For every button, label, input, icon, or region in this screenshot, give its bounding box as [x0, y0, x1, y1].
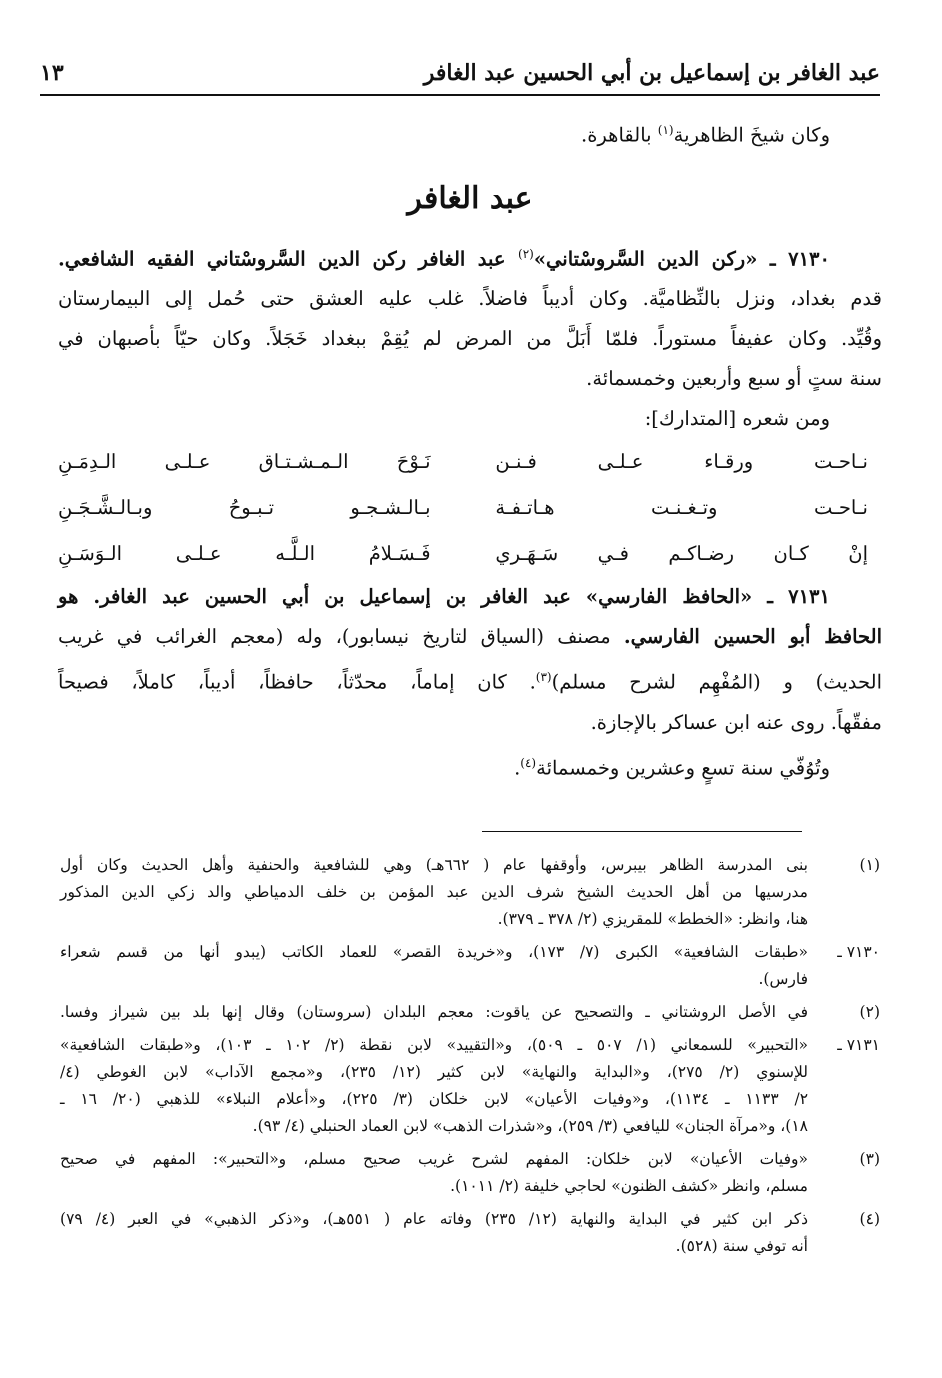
entry-7131-line: وتُوُفّي سنة تسعٍ وعشرين وخمسمائة$^{(٤)}$. [514, 755, 830, 779]
entry-7130-line: وقُيِّد. وكان عفيفاً مستوراً. فلمّا أَبَلَّ من المرض لم يُقِمْ ببغداد خَجَلاً. وكان حيّاً بأصبهان في [58, 327, 882, 350]
entry-7131-line: الحافظ أبو الحسين الفارسي. مصنف (السياق لتاريخ نيسابور)، وله (معجم الغرائب في غريب [58, 625, 882, 648]
footnote-ref: (١) [657, 123, 674, 137]
running-title: عبد الغافر بن إسماعيل بن أبي الحسين عبد الغافر [423, 60, 880, 86]
verse-second-hemistich: نَـوْحَ الـمـشـتـاق عـلـى الـدِمَـنِ [58, 450, 431, 473]
footnote: (٤) ذكر ابن كثير في البداية والنهاية (١٢/ ٢٣٥) وفاته عام ( ٥٥١هـ)، و«ذكر الذهبي» في العبر (٤/ ٧٩) أنه توفي سنة (٥٢٨). [60, 1206, 880, 1260]
entry-7130-line: سنة ستٍ أو سبع وأربعين وخمسمائة. [586, 367, 882, 390]
footnote-separator [482, 831, 802, 832]
footnote-label: (٢) [859, 1003, 880, 1021]
page-number: ١٣ [40, 60, 64, 86]
main-text [58, 110, 882, 788]
entry-7130-head: ٧١٣٠ ـ «ركن الدين السَّروسْتاني»$^{(٢)}$ عبد الغافر ركن الدين السَّروسْتاني الفقيه الشافعي. [58, 246, 830, 270]
entry-7130-line: قدم بغداد، ونزل بالنِّظاميَّة. وكان أديباً فاضلاً. غلب عليه العشق حتى حُمل إلى البيمارستان [58, 287, 882, 310]
entry-7131-line: مفقّهاً. روى عنه ابن عساكر بالإجازة. [590, 710, 882, 734]
footnote-label: (٤) [859, 1210, 880, 1228]
entry-7131-line: الحديث) و (المُفْهِم لشرح مسلم)$^{(٣)}$. كان إماماً، محدّثاً، حافظاً، أديباً، كاملاً، فصيحاً [58, 670, 882, 694]
footnote-label: (١) [859, 856, 880, 874]
footnote: (٣) «وفيات الأعيان» لابن خلكان: المفهم لشرح غريب صحيح مسلم، و«التحبير»: المفهم في صحيح مسلم، وانظر «كشف الظنون» لحاجي خليفة (٢/ ١٠١١). [60, 1146, 880, 1200]
entry-7131-head: ٧١٣١ ـ «الحافظ الفارسي» عبد الغافر بن إسماعيل بن أبي الحسين عبد الغافر. هو [58, 585, 830, 608]
verse-line [58, 485, 882, 531]
footnote-label: ٧١٣٠ ـ [837, 943, 880, 961]
footnote-label: (٣) [859, 1150, 880, 1168]
poetry-intro: ومن شعره [المتدارك]: [644, 407, 830, 430]
footnote: (٢) في الأصل الروشتاني ـ والتصحيح عن ياقوت: معجم البلدان (سروستان) وقال إنها بلد بين شيراز وفسا. [60, 999, 880, 1026]
page-header [40, 52, 880, 96]
verse-second-hemistich: بـالـشـجـو تـبـوحُ وبـالـشَّـجَـنِ [58, 496, 431, 519]
verse-first-hemistich: نـاحـت وتـغـنـت هـاتـفـة [495, 496, 868, 519]
footnote-ref: (٤) [520, 755, 537, 770]
verse-line [58, 439, 882, 485]
footnotes [60, 852, 880, 1266]
section-heading: عبد الغافر [407, 180, 533, 216]
verse-first-hemistich: إنْ كـان رضـاكـم فـي سَـهَـري [495, 542, 868, 565]
intro-line: وكان شيخَ الظاهرية$^{(١)}$ بالقاهرة. [581, 123, 830, 147]
footnote: ٧١٣١ ـ «التحبير» للسمعاني (١/ ٥٠٧ ـ ٥٠٩)، و«التقييد» لابن نقطة (٢/ ١٠٢ ـ ١٠٣)، و«طبقات الشافعية» للإسنوي (٢/ ٢٧٥)، و«البداية والنهاية» لابن كثير (١٢/ ٢٣٥)، و«مجمع الآداب» لابن الغوطي (٤/ ٢/ ١١٣٣ ـ ١١٣٤)، و«وفيات الأعيان» لابن خلكان (٣/ ٢٢٥)، و«أعلام النبلاء» للذهبي (٢٠/ ١٦ ـ ١٨)، و«مرآة الجنان» لليافعي (٣/ ٢٥٩)، و«شذرات الذهب» لابن العماد الحنبلي (٤/ ٩٣). [60, 1032, 880, 1140]
verse-second-hemistich: فَـسَـلامُ الـلَّـه عـلـى الـوَسَـنِ [58, 542, 431, 565]
verse-first-hemistich: نـاحـت ورقـاء عـلـى فـنـن [495, 450, 868, 473]
footnote-ref: (٣) [535, 670, 552, 684]
verse-line [58, 531, 882, 577]
footnote-ref: (٢) [518, 246, 534, 261]
footnote: ٧١٣٠ ـ «طبقات الشافعية» الكبرى (٧/ ١٧٣)، و«خريدة القصر» للعماد الكاتب (يبدو أنها من قسم شعراء فارس). [60, 939, 880, 993]
footnote-label: ٧١٣١ ـ [837, 1036, 880, 1054]
footnote: (١) بنى المدرسة الظاهر بيبرس، وأوقفها عام ( ٦٦٢هـ) وهي للشافعية والحنفية وأهل الحديث وكان أول مدرسيها من أهل الحديث الشيخ شرف الدين عبد المؤمن بن خلف الدمياطي والد زكي الدين المذكور هنا، وانظر: «الخطط» للمقريزي (٢/ ٣٧٨ ـ ٣٧٩). [60, 852, 880, 933]
